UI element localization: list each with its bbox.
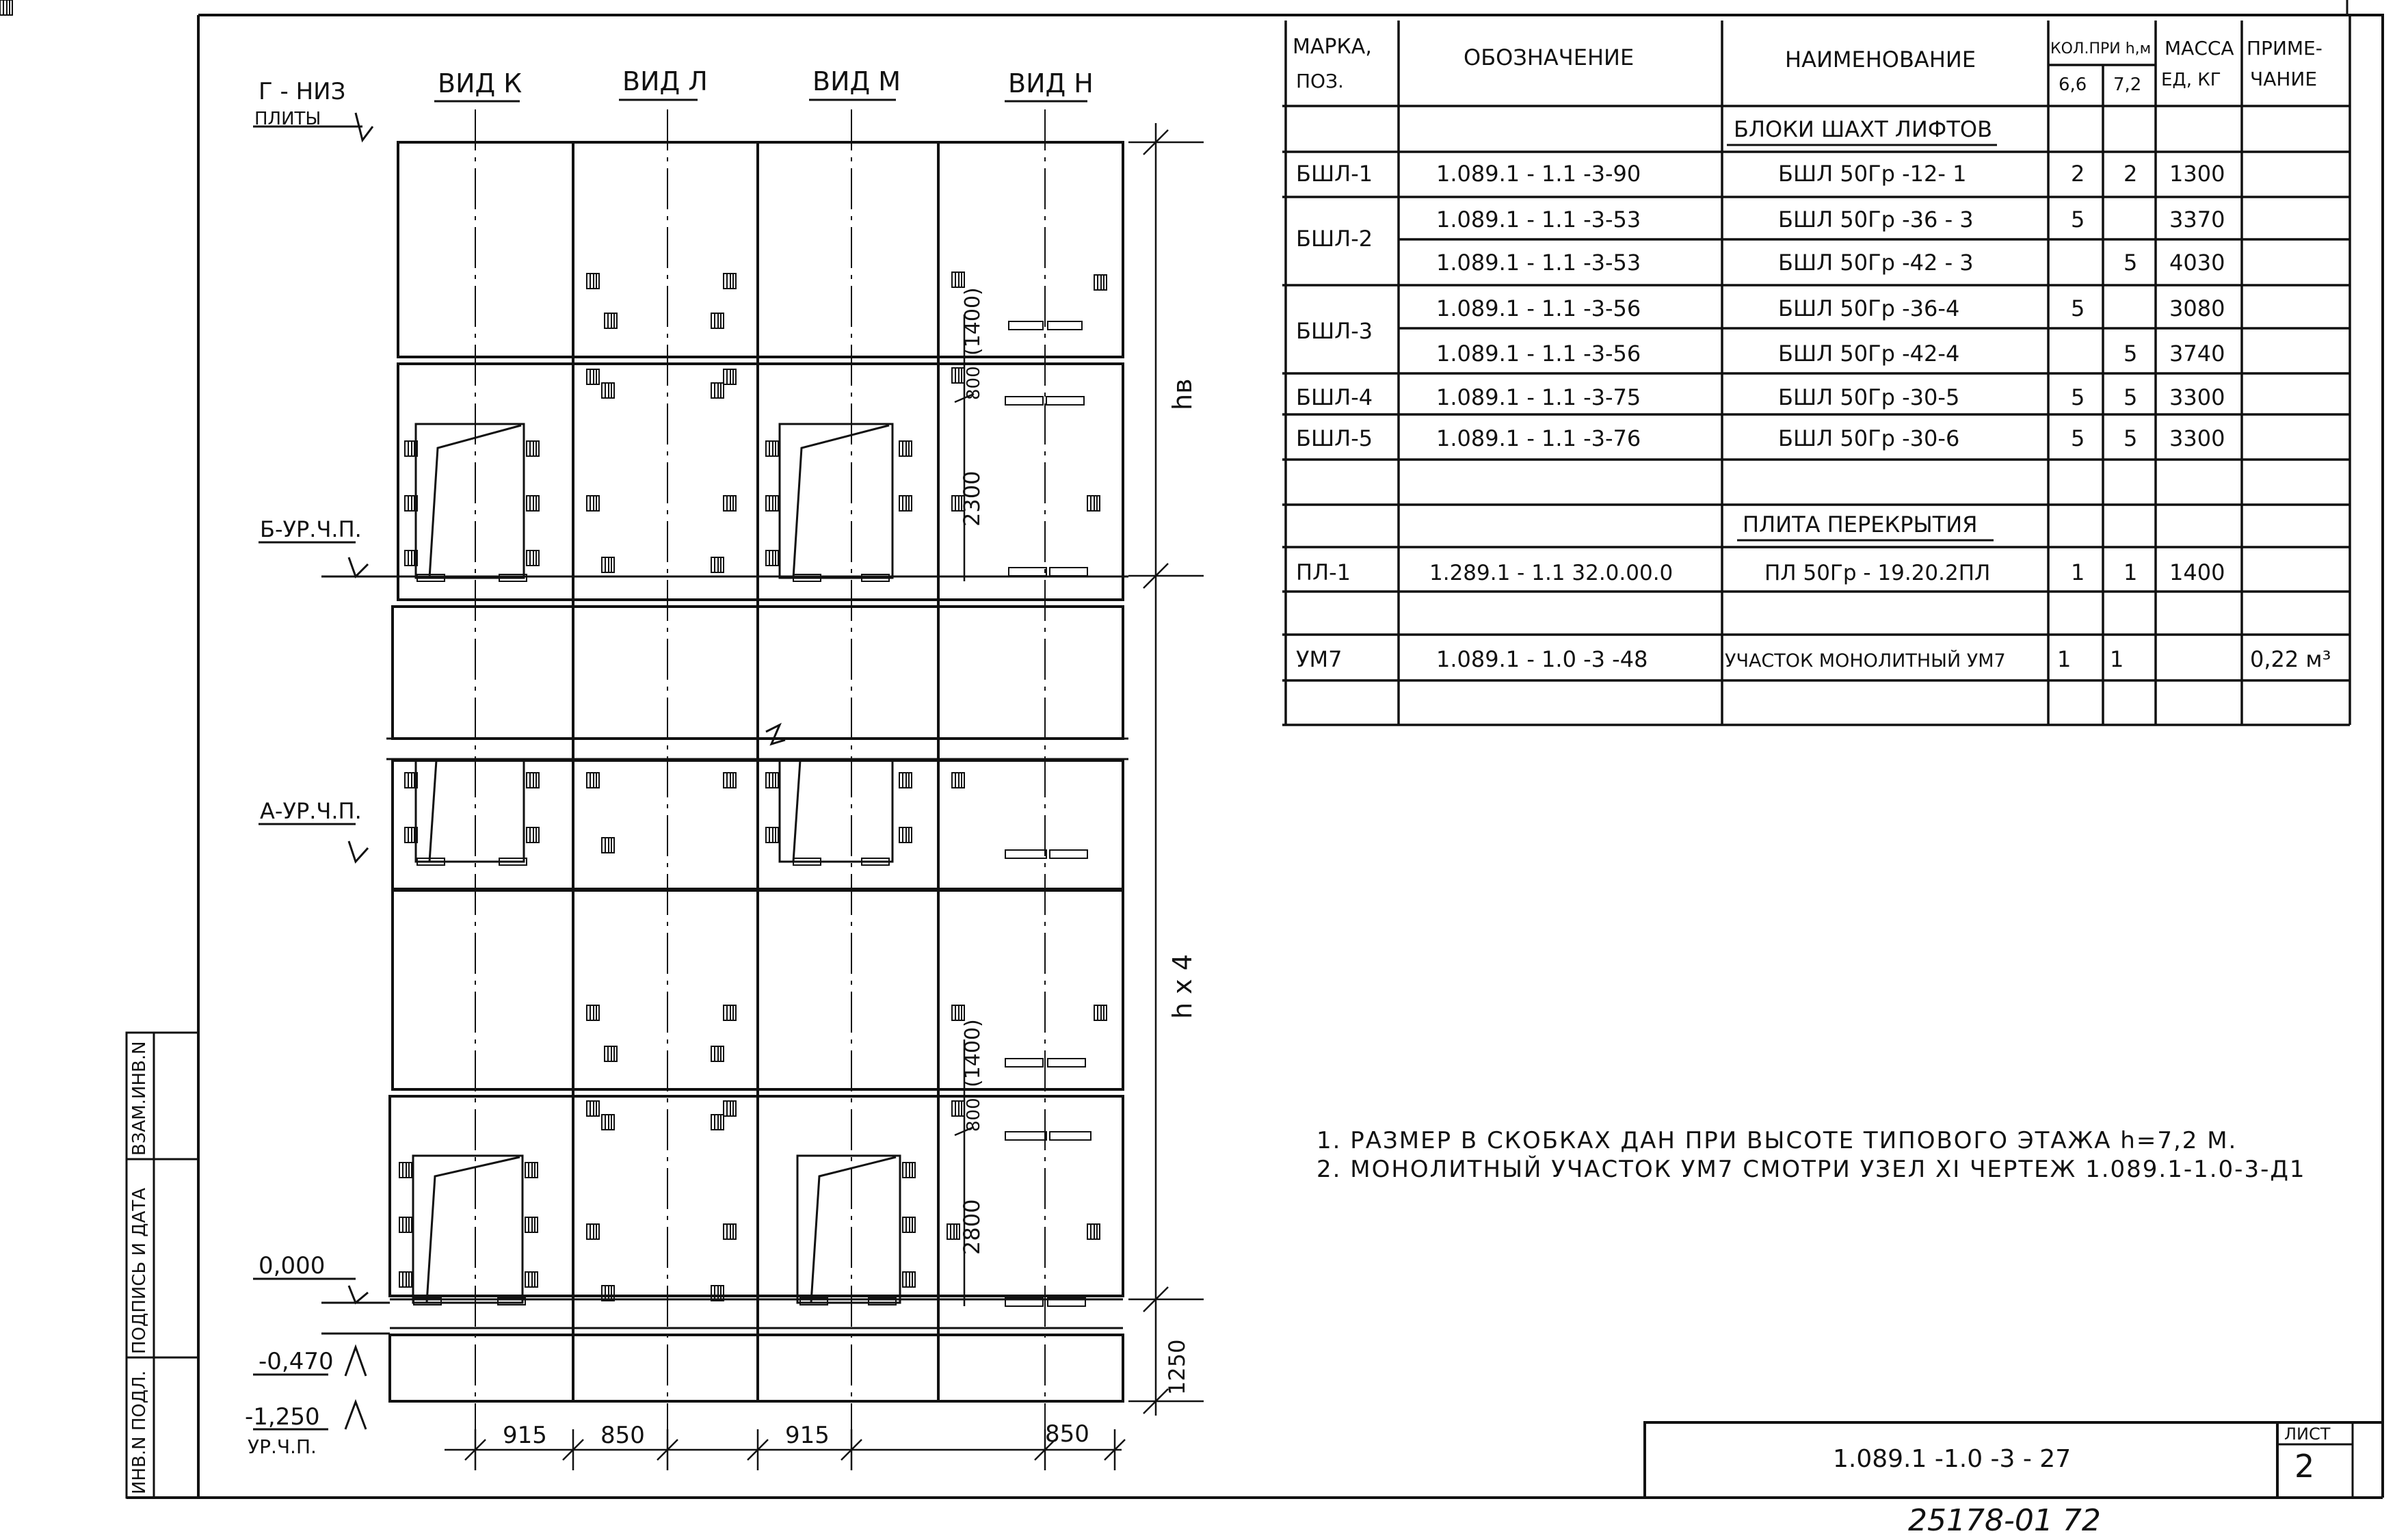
elevation-panels — [390, 142, 1123, 1401]
podpis-label: ПОДПИСЬ И ДАТА — [129, 1187, 150, 1354]
embedded-parts — [0, 0, 1107, 1301]
row-q72: 2 — [2123, 161, 2138, 187]
section-plita-label: ПЛИТА ПЕРЕКРЫТИЯ — [1743, 512, 1978, 538]
col-naimenovanie: НАИМЕНОВАНИЕ — [1785, 47, 1976, 72]
row-naim: БШЛ 50Гр -36 - 3 — [1778, 207, 1974, 233]
stamp-sheet-label: ЛИСТ — [2284, 1424, 2331, 1444]
row-mass: 3080 — [2169, 295, 2225, 321]
col-kol-72: 7,2 — [2113, 75, 2142, 95]
row-q66: 2 — [2071, 161, 2085, 187]
view-m-label: ВИД М — [812, 66, 901, 96]
dim-915-a: 915 — [503, 1422, 547, 1449]
row-oboz: 1.089.1 - 1.1 -3-56 — [1436, 341, 1641, 367]
row-q72: 1 — [2123, 559, 2138, 585]
dim-1250: 1250 — [1164, 1339, 1190, 1395]
row-oboz: 1.089.1 - 1.1 -3-53 — [1436, 250, 1641, 276]
dim-850-b: 850 — [1045, 1420, 1089, 1448]
dim-2300: 2300 — [959, 470, 985, 527]
col-primechanie-2: ЧАНИЕ — [2250, 68, 2318, 90]
spec-row — [1436, 250, 2225, 276]
row-oboz: 1.289.1 - 1.1 32.0.00.0 — [1429, 561, 1673, 585]
row-q72: 5 — [2123, 425, 2138, 451]
dim-hx4: h x 4 — [1167, 954, 1198, 1019]
dim-800-a: 800 — [964, 366, 984, 400]
row-oboz: 1.089.1 - 1.1 -3-75 — [1436, 384, 1641, 410]
view-k-label: ВИД К — [438, 68, 522, 98]
dimension-labels — [503, 287, 1198, 1449]
section-bloki-label: БЛОКИ ШАХТ ЛИФТОВ — [1734, 116, 1993, 142]
row-naim: БШЛ 50Гр -30-5 — [1778, 384, 1960, 410]
row-q72: 5 — [2123, 341, 2138, 367]
row-q66: 5 — [2071, 384, 2085, 410]
row-mark: УМ7 — [1296, 646, 1342, 672]
row-q66: 1 — [2071, 559, 2085, 585]
view-titles — [434, 66, 1094, 101]
col-massa-unit: ЕД, КГ — [2161, 70, 2221, 90]
row-mark-bshl3: БШЛ-3 — [1296, 318, 1373, 344]
row-q66: 5 — [2071, 425, 2085, 451]
vzam-label: ВЗАМ.ИНВ.N — [129, 1041, 150, 1156]
axis-lines — [475, 109, 1045, 1463]
note-2: 2. МОНОЛИТНЫЙ УЧАСТОК УМ7 СМОТРИ УЗЕЛ XI ЧЕРТЕЖ 1.089.1-1.0-3-Д1 — [1317, 1156, 2306, 1183]
spec-row — [1296, 161, 2225, 187]
row-mass: 1300 — [2169, 161, 2225, 187]
row-mark: ПЛ-1 — [1296, 559, 1351, 585]
row-mark: БШЛ-1 — [1296, 161, 1373, 187]
row-q72: 5 — [2123, 384, 2138, 410]
col-kol-66: 6,6 — [2059, 75, 2087, 95]
row-mark: БШЛ-5 — [1296, 425, 1373, 451]
level-a: А-УР.Ч.П. — [260, 798, 362, 824]
row-q72: 5 — [2123, 250, 2138, 276]
row-oboz: 1.089.1 - 1.0 -3 -48 — [1436, 646, 1648, 672]
row-oboz: 1.089.1 - 1.1 -3-56 — [1436, 295, 1641, 321]
row-naim: БШЛ 50Гр -12- 1 — [1778, 161, 1967, 187]
dim-850-a: 850 — [600, 1422, 645, 1449]
spec-row — [1296, 646, 2331, 672]
note-1: 1. РАЗМЕР В СКОБКАХ ДАН ПРИ ВЫСОТЕ ТИПОВОГО ЭТАЖА h=7,2 М. — [1317, 1127, 2238, 1154]
view-l-label: ВИД Л — [622, 66, 708, 96]
col-massa: МАССА — [2165, 37, 2234, 59]
level-leaders — [253, 113, 1128, 1429]
level-minus-1250: -1,250 — [245, 1403, 320, 1431]
sheet-frame — [127, 0, 2383, 1498]
inv-podl-label: ИНВ.N ПОДЛ. — [129, 1370, 150, 1494]
dimension-lines — [445, 123, 1204, 1470]
row-naim: БШЛ 50Гр -30-6 — [1778, 425, 1960, 451]
spec-row — [1296, 559, 2225, 585]
spec-row — [1436, 295, 2225, 321]
col-marka: МАРКА, — [1293, 35, 1372, 59]
col-marka-poz: ПОЗ. — [1296, 70, 1344, 92]
dim-hv: hв — [1167, 378, 1198, 410]
stamp-code: 1.089.1 -1.0 -3 - 27 — [1833, 1445, 2072, 1473]
spec-row — [1436, 207, 2225, 233]
row-oboz: 1.089.1 - 1.1 -3-76 — [1436, 425, 1641, 451]
level-zero: 0,000 — [259, 1252, 326, 1280]
spec-row — [1296, 384, 2225, 410]
dim-800-b: 800 — [964, 1098, 984, 1132]
row-oboz: 1.089.1 - 1.1 -3-90 — [1436, 161, 1641, 187]
row-naim: УЧАСТОК МОНОЛИТНЫЙ УМ7 — [1725, 650, 2006, 672]
row-mark-bshl2: БШЛ-2 — [1296, 226, 1373, 252]
spec-row — [1296, 425, 2225, 451]
row-naim: БШЛ 50Гр -36-4 — [1778, 295, 1960, 321]
level-minus-1250-ur: УР.Ч.П. — [248, 1435, 317, 1458]
dim-2800: 2800 — [959, 1199, 985, 1255]
view-n-label: ВИД Н — [1008, 68, 1094, 98]
spec-table-header — [1293, 35, 2323, 95]
row-oboz: 1.089.1 - 1.1 -3-53 — [1436, 207, 1641, 233]
row-mark: БШЛ-4 — [1296, 384, 1373, 410]
row-mass: 4030 — [2169, 250, 2225, 276]
stamp-sheet-number: 2 — [2294, 1448, 2315, 1485]
row-naim: БШЛ 50Гр -42 - 3 — [1778, 250, 1974, 276]
row-prim: 0,22 м³ — [2250, 646, 2331, 672]
level-minus-0470: -0,470 — [259, 1348, 334, 1375]
col-primechanie: ПРИМЕ- — [2247, 37, 2323, 59]
level-labels — [245, 78, 362, 1458]
col-kol: КОЛ.ПРИ h,м — [2050, 40, 2152, 57]
level-g-niz-plity: ПЛИТЫ — [254, 109, 321, 129]
row-q66: 1 — [2057, 646, 2072, 672]
col-oboznachenie: ОБОЗНАЧЕНИЕ — [1464, 44, 1635, 70]
level-b: Б-УР.Ч.П. — [260, 516, 362, 542]
row-naim: ПЛ 50Гр - 19.20.2ПЛ — [1764, 561, 1991, 585]
level-g-niz: Г - НИЗ — [259, 78, 346, 105]
dim-1400-b: (1400) — [961, 1019, 985, 1087]
door-openings — [413, 424, 900, 1303]
row-mass: 3740 — [2169, 341, 2225, 367]
row-mass: 1400 — [2169, 559, 2225, 585]
row-mass: 3300 — [2169, 384, 2225, 410]
spec-row — [1436, 341, 2225, 367]
row-q72: 1 — [2110, 646, 2124, 672]
row-q66: 5 — [2071, 207, 2085, 233]
footer-code: 25178-01 72 — [1908, 1503, 2101, 1538]
dim-915-b: 915 — [785, 1422, 830, 1449]
dim-1400-a: (1400) — [961, 287, 985, 356]
row-q66: 5 — [2071, 295, 2085, 321]
row-mass: 3300 — [2169, 425, 2225, 451]
row-mass: 3370 — [2169, 207, 2225, 233]
row-naim: БШЛ 50Гр -42-4 — [1778, 341, 1960, 367]
